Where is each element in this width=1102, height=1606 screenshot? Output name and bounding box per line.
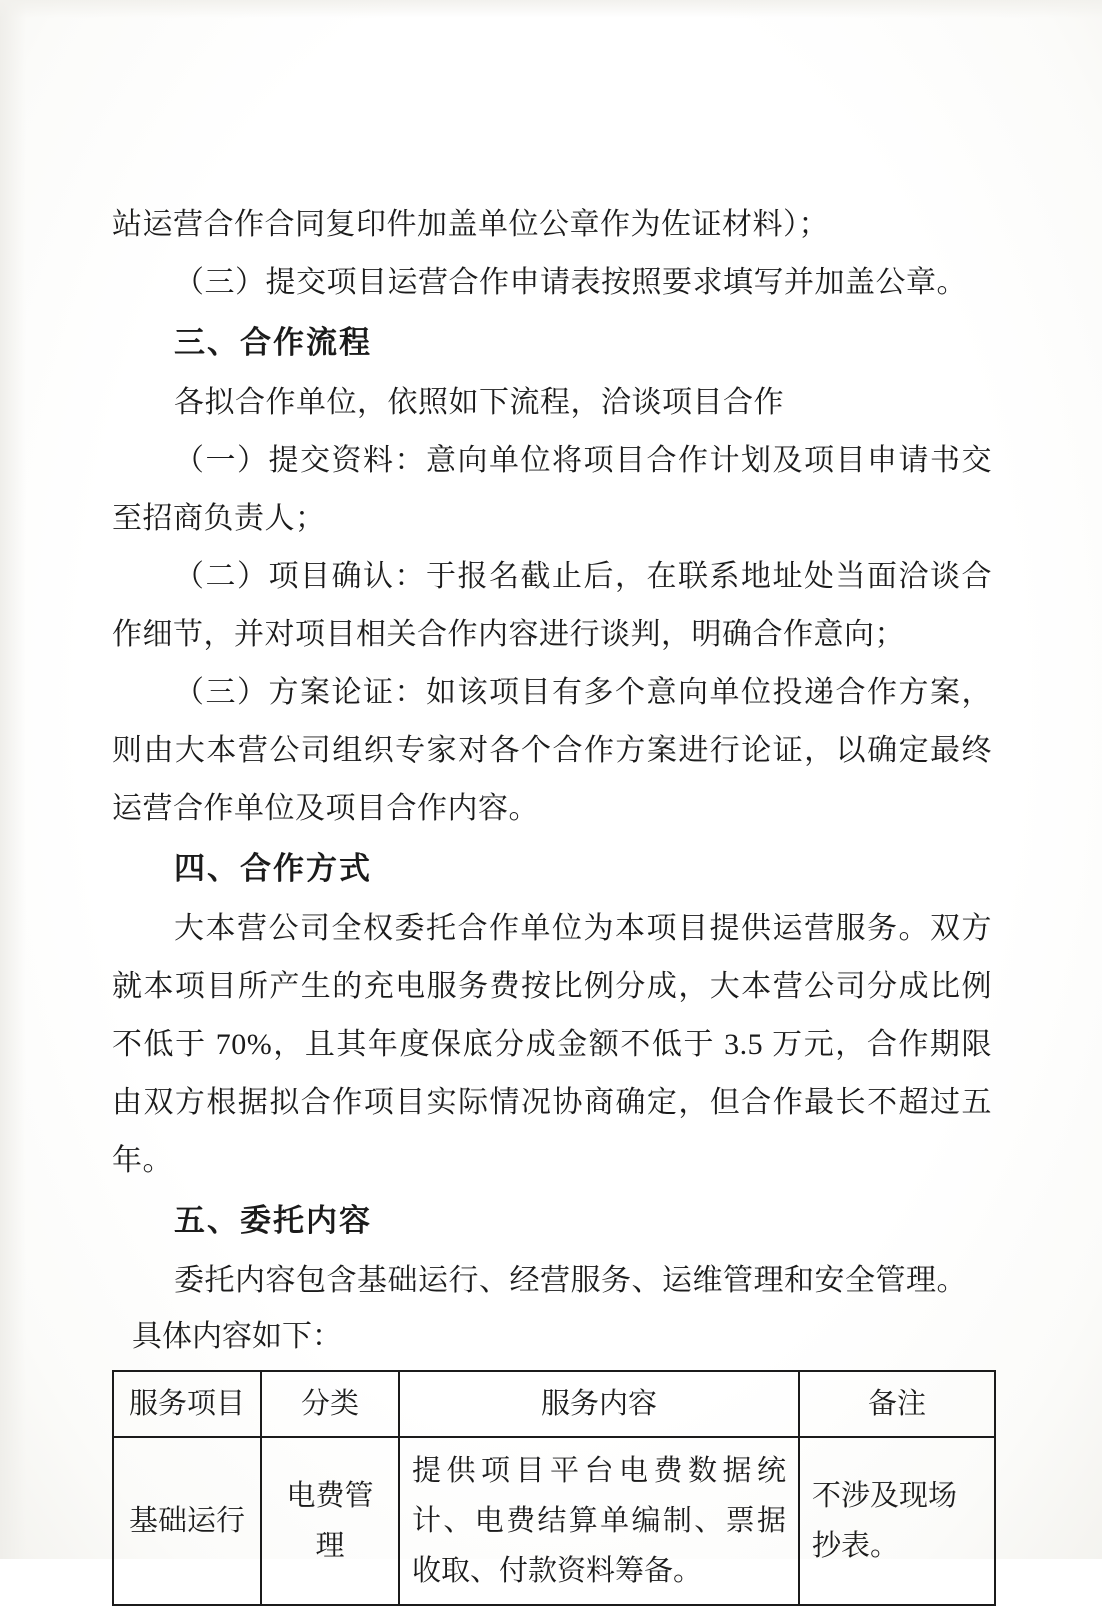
scan-edge-shadow-top bbox=[0, 0, 1102, 18]
cell-category: 电费管理 bbox=[261, 1437, 399, 1605]
section-heading-five: 五、委托内容 bbox=[174, 1203, 372, 1239]
cell-note: 不涉及现场抄表。 bbox=[799, 1437, 995, 1605]
section-four-body: 大本营公司全权委托合作单位为本项目提供运营服务。双方就本项目所产生的充电服务费按比例分成，大本营公司分成比例不低于 70%，且其年度保底分成金额不低于 3.5 万元，合作期限由双方根据拟合作项目实际情况协商确定，但合作最长不超过五年。 bbox=[112, 912, 992, 1177]
scan-edge-shadow bbox=[0, 0, 26, 1559]
section-five-body: 委托内容包含基础运行、经营服务、运维管理和安全管理。 bbox=[174, 1264, 967, 1297]
section-three-item-2: （二）项目确认：于报名截止后，在联系地址处当面洽谈合作细节，并对项目相关合作内容进行谈判，明确合作意向； bbox=[112, 560, 992, 651]
table-row bbox=[113, 1437, 995, 1605]
section-heading-four: 四、合作方式 bbox=[174, 851, 372, 887]
service-content-table bbox=[112, 1370, 996, 1606]
table-header-row bbox=[113, 1371, 995, 1437]
cell-content: 提供项目平台电费数据统计、电费结算单编制、票据收取、付款资料筹备。 bbox=[399, 1437, 799, 1605]
cell-service-item: 基础运行 bbox=[113, 1437, 261, 1605]
section-heading-three: 三、合作流程 bbox=[174, 325, 372, 361]
section-three-intro: 各拟合作单位，依照如下流程，洽谈项目合作 bbox=[174, 386, 784, 419]
section-three-item-3: （三）方案论证：如该项目有多个意向单位投递合作方案，则由大本营公司组织专家对各个合作方案进行论证，以确定最终运营合作单位及项目合作内容。 bbox=[112, 676, 992, 825]
table-header-category: 分类 bbox=[261, 1371, 399, 1437]
table-header-service-item: 服务项目 bbox=[113, 1371, 261, 1437]
table-header-content: 服务内容 bbox=[399, 1371, 799, 1437]
paragraph-continued: 站运营合作合同复印件加盖单位公章作为佐证材料）； bbox=[112, 208, 829, 241]
document-body bbox=[112, 196, 992, 1606]
table-header-note: 备注 bbox=[799, 1371, 995, 1437]
section-three-item-1: （一）提交资料：意向单位将项目合作计划及项目申请书交至招商负责人； bbox=[112, 444, 992, 535]
paragraph-item-three-materials: （三）提交项目运营合作申请表按照要求填写并加盖公章。 bbox=[174, 266, 967, 299]
table-lead-in: 具体内容如下： bbox=[132, 1320, 342, 1353]
